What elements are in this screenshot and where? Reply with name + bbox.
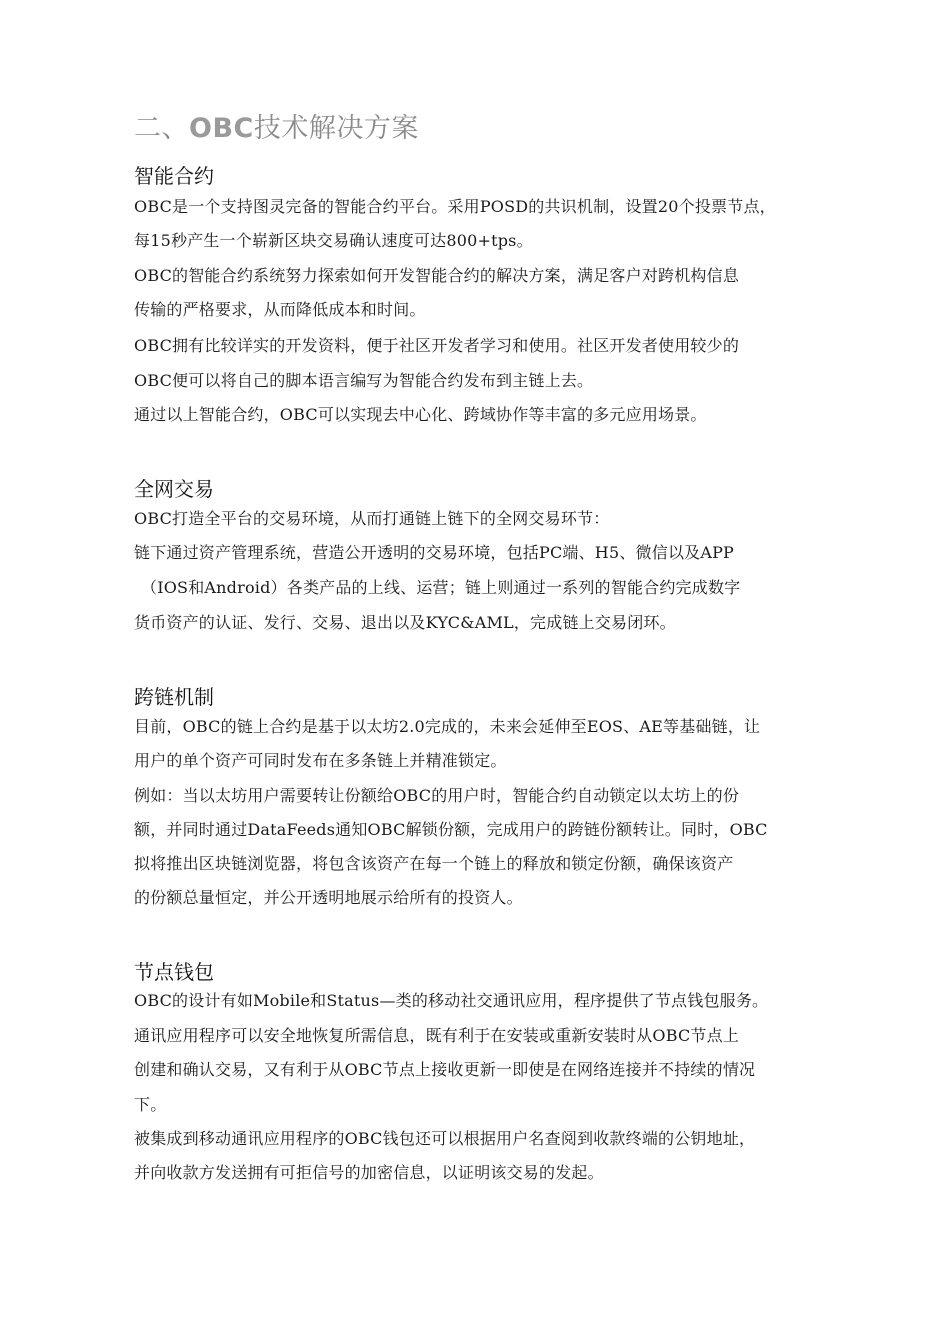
paragraph-line: 链下通过资产管理系统，营造公开透明的交易环境，包括PC端、H5、微信以及APP — [134, 543, 735, 562]
paragraph-line: OBC拥有比较详实的开发资料，便于社区开发者学习和使用。社区开发者使用较少的 — [134, 336, 740, 355]
title-suffix: 技术解决方案 — [253, 113, 419, 144]
title-latin: OBC — [189, 113, 254, 144]
paragraph-line: OBC打造全平台的交易环境，从而打通链上链下的全网交易环节： — [134, 509, 610, 528]
section-heading-cross-chain: 跨链机制 — [134, 685, 214, 709]
paragraph-line: 被集成到移动通讯应用程序的OBC钱包还可以根据用户名查阅到收款终端的公钥地址， — [134, 1129, 756, 1148]
paragraph-line: 通过以上智能合约，OBC可以实现去中心化、跨域协作等丰富的多元应用场景。 — [134, 405, 707, 424]
paragraph-line: 创建和确认交易，又有利于从OBC节点上接收更新一即使是在网络连接并不持续的情况 — [134, 1060, 756, 1079]
paragraph-line: 的份额总量恒定，并公开透明地展示给所有的投资人。 — [134, 888, 523, 907]
paragraph-line: OBC便可以将自己的脚本语言编写为智能合约发布到主链上去。 — [134, 371, 594, 390]
page-title — [134, 106, 419, 145]
paragraph-line: 传输的严格要求，从而降低成本和时间。 — [134, 300, 426, 319]
paragraph-line: 下。 — [134, 1095, 167, 1114]
paragraph-line: 例如：当以太坊用户需要转让份额给OBC的用户时，智能合约自动锁定以太坊上的份 — [134, 786, 740, 805]
paragraph-line: 用户的单个资产可同时发布在多条链上并精准锁定。 — [134, 751, 507, 770]
paragraph-line: OBC的智能合约系统努力探索如何开发智能合约的解决方案，满足客户对跨机构信息 — [134, 266, 740, 285]
paragraph-line: 拟将推出区块链浏览器，将包含该资产在每一个链上的释放和锁定份额，确保该资产 — [134, 854, 734, 873]
paragraph-line: 并向收款方发送拥有可拒信号的加密信息，以证明该交易的发起。 — [134, 1163, 604, 1182]
paragraph-line: OBC是一个支持图灵完备的智能合约平台。采用POSD的共识机制，设置20个投票节点， — [134, 197, 776, 216]
paragraph-line: OBC的设计有如Mobile和Status—类的移动社交通讯应用，程序提供了节点钱包服务。 — [134, 991, 769, 1010]
paragraph-line: 每15秒产生一个崭新区块交易确认速度可达800+tps。 — [134, 231, 533, 250]
section-heading-node-wallet: 节点钱包 — [134, 960, 214, 984]
title-prefix: 二、 — [134, 113, 189, 144]
section-heading-network-trading: 全网交易 — [134, 477, 214, 501]
paragraph-line: 货币资产的认证、发行、交易、退出以及KYC&AML，完成链上交易闭环。 — [134, 613, 676, 632]
paragraph-line: 额，并同时通过DataFeeds通知OBC解锁份额，完成用户的跨链份额转让。同时，OBC — [134, 820, 768, 839]
section-heading-smart-contract: 智能合约 — [134, 164, 214, 188]
paragraph-line: 通讯应用程序可以安全地恢复所需信息，既有利于在安装或重新安装时从OBC节点上 — [134, 1026, 740, 1045]
paragraph-line: （IOS和Android）各类产品的上线、运营；链上则通过一系列的智能合约完成数字 — [141, 578, 741, 597]
paragraph-line: 目前，OBC的链上合约是基于以太坊2.0完成的，未来会延伸至EOS、AE等基础链，让 — [134, 717, 761, 736]
